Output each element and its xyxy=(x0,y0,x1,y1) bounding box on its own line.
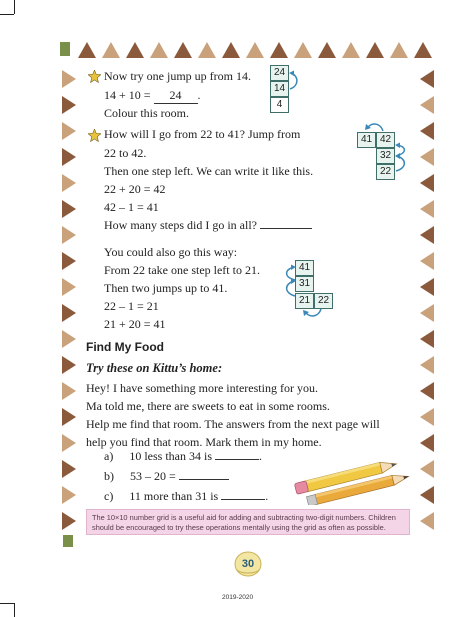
pencils-illustration xyxy=(292,455,416,505)
alternative-equation-1: 22 – 1 = 21 xyxy=(104,299,159,313)
star-icon xyxy=(88,70,101,83)
item-suffix: . xyxy=(265,489,269,503)
paragraph-line-1: Hey! I have something more interesting for you. xyxy=(86,381,318,395)
equation-1: 22 + 20 = 42 xyxy=(104,182,166,196)
footer-year: 2019-2020 xyxy=(222,594,254,601)
page-number: 30 xyxy=(241,558,255,570)
triangle-border-left xyxy=(60,40,78,550)
answer-blank[interactable] xyxy=(215,449,259,460)
triangle-border-top xyxy=(60,40,436,62)
top-equation xyxy=(104,88,201,104)
answer-blank[interactable] xyxy=(179,469,229,480)
grid-cell: 22 xyxy=(376,164,395,180)
alternative-line-2: Then two jumps up to 41. xyxy=(104,281,228,295)
paragraph-line-4: help you find that room. Mark them in my home. xyxy=(86,435,322,449)
find-my-food-heading: Find My Food xyxy=(86,340,164,354)
alternative-line-1: From 22 take one step left to 21. xyxy=(104,263,260,277)
step-left-arrow-icon xyxy=(300,308,324,320)
grid-cell: 14 xyxy=(270,81,289,97)
equation-prefix: 14 + 10 = xyxy=(104,88,154,102)
alternative-intro: You could also go this way: xyxy=(104,245,238,259)
jump-arrow-icon xyxy=(281,264,297,298)
crop-mark xyxy=(0,14,14,15)
answer-blank[interactable] xyxy=(260,218,312,229)
grid-cell: 24 xyxy=(270,65,289,81)
grid-cell: 42 xyxy=(376,132,395,148)
steps-question-text: How many steps did I go in all? xyxy=(104,218,257,232)
exercise-item-b xyxy=(104,469,229,484)
triangle-border-right xyxy=(418,40,436,550)
step-left-text: Then one step left. We can write it like this. xyxy=(104,164,314,178)
equation-2: 42 – 1 = 41 xyxy=(104,200,159,214)
grid-cell: 41 xyxy=(357,132,376,148)
item-label: a) xyxy=(104,449,114,463)
crop-mark xyxy=(0,603,14,604)
answer-blank[interactable] xyxy=(221,489,265,500)
question-line-2: 22 to 42. xyxy=(104,146,147,160)
grid-cell: 31 xyxy=(295,276,314,292)
crop-mark xyxy=(14,603,15,617)
item-label: b) xyxy=(104,469,114,483)
step-left-arrow-icon xyxy=(362,120,386,132)
grid-cell: 41 xyxy=(295,260,314,276)
top-instruction: Now try one jump up from 14. xyxy=(104,69,251,83)
grid-cell: 22 xyxy=(314,293,333,309)
question-line-1: How will I go from 22 to 41? Jump from xyxy=(104,127,301,141)
steps-question xyxy=(104,218,312,233)
star-icon xyxy=(88,129,101,142)
exercise-item-a xyxy=(104,449,262,464)
teacher-note: The 10×10 number grid is a useful aid for adding and subtracting two-digit numbers. Children should be encouraged to try these operations mentally using the grid as often as possible. xyxy=(86,509,410,535)
item-text: 11 more than 31 is xyxy=(129,489,219,503)
kittu-home-subheading: Try these on Kittu’s home: xyxy=(86,361,223,375)
item-text: 53 – 20 = xyxy=(130,469,176,483)
exercise-item-c xyxy=(104,489,268,504)
grid-cell: 4 xyxy=(270,97,289,113)
item-label: c) xyxy=(104,489,114,503)
equation-suffix: . xyxy=(197,88,201,102)
alternative-equation-2: 21 + 20 = 41 xyxy=(104,317,166,331)
item-text: 10 less than 34 is xyxy=(129,449,212,463)
jump-arrow-icon xyxy=(288,70,302,92)
paragraph-line-3: Help me find that room. The answers from the next page will xyxy=(86,417,380,431)
grid-cell: 21 xyxy=(295,293,314,309)
colour-room-text: Colour this room. xyxy=(104,106,190,120)
grid-cell: 32 xyxy=(376,148,395,164)
jump-arrow-icon xyxy=(394,142,410,174)
paragraph-line-2: Ma told me, there are sweets to eat in some rooms. xyxy=(86,399,330,413)
item-suffix: . xyxy=(259,449,262,463)
crop-mark xyxy=(14,0,15,14)
equation-answer: 24 xyxy=(154,88,198,104)
